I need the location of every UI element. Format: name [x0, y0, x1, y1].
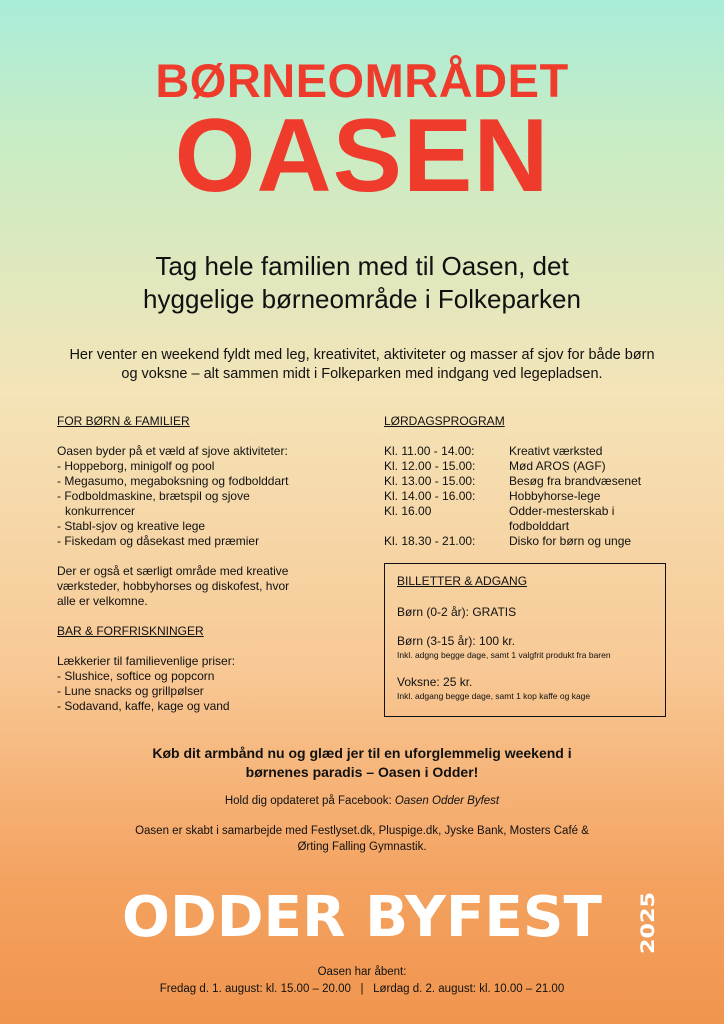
main-title-oasen: OASEN	[174, 98, 550, 214]
tickets-free: Børn (0-2 år): GRATIS	[397, 605, 517, 619]
list-item: - Megasumo, megaboksning og fodbolddart	[57, 474, 327, 489]
program-time: Kl. 12.00 - 15.00:	[384, 459, 476, 473]
program-activity: Disko for børn og unge	[509, 534, 632, 548]
call-to-action	[0, 744, 724, 782]
left-column	[57, 414, 327, 714]
tickets-kids: Børn (3-15 år): 100 kr.	[397, 634, 516, 648]
bar-list	[57, 669, 327, 714]
bar-heading: BAR & FORFRISKNINGER	[57, 624, 204, 638]
program-time: Kl. 18.30 - 21.00:	[384, 534, 476, 548]
intro-text: Her venter en weekend fyldt med leg, kreativitet, aktiviteter og masser af sjov for både børn og voksne – alt sammen midt i Folkeparken med indgang ved legepladsen.	[69, 347, 655, 382]
brand-year: 2025	[637, 901, 659, 954]
program-time: Kl. 11.00 - 14.00:	[384, 444, 475, 458]
odder-byfest-logo	[0, 878, 724, 958]
program-row	[384, 444, 674, 459]
program-activity: Mød AROS (AGF)	[509, 459, 606, 473]
cta-line-1: Køb dit armbånd nu og glæd jer til en uforglemmelig weekend i	[152, 745, 572, 761]
program-activity: Kreativt værksted	[509, 444, 603, 458]
program-row	[384, 504, 674, 534]
bar-lead: Lækkerier til familievenlige priser:	[57, 654, 236, 668]
tickets-adults-note: Inkl. adgang begge dage, samt 1 kop kaffe og kage	[397, 691, 591, 701]
tickets-kids-note: Inkl. adgng begge dage, samt 1 valgfrit produkt fra baren	[397, 650, 611, 660]
list-item: - Fiskedam og dåsekast med præmier	[57, 534, 327, 549]
program-activity: Besøg fra brandvæsenet	[509, 474, 642, 488]
list-item: - Sodavand, kaffe, kage og vand	[57, 699, 327, 714]
partners-text: Oasen er skabt i samarbejde med Festlyset.dk, Pluspige.dk, Jyske Bank, Mosters Café & Ørting Falling Gymnastik.	[135, 825, 589, 853]
list-item: - Hoppeborg, minigolf og pool	[57, 459, 327, 474]
tickets-heading: BILLETTER & ADGANG	[397, 574, 528, 588]
program-row	[384, 459, 674, 474]
list-item: - Lune snacks og grillpølser	[57, 684, 327, 699]
facebook-page-name: Oasen Odder Byfest	[394, 795, 500, 807]
program-table	[384, 444, 674, 549]
headline-line-2: hyggelige børneområde i Folkeparken	[143, 284, 581, 314]
opening-label: Oasen har åbent:	[317, 966, 407, 978]
brand-name: ODDER BYFEST	[122, 885, 602, 950]
program-time: Kl. 14.00 - 16.00:	[384, 489, 476, 503]
list-item: - Fodboldmaskine, brætspil og sjove konkurrencer	[57, 489, 295, 519]
headline	[0, 250, 724, 316]
families-lead: Oasen byder på et væld af sjove aktiviteter:	[57, 444, 288, 458]
right-column	[384, 414, 674, 549]
program-row	[384, 534, 674, 549]
subtitle-borneomraadet: BØRNEOMRÅDET	[155, 54, 569, 107]
cta-line-2: børnenes paradis – Oasen i Odder!	[245, 764, 479, 780]
program-row	[384, 489, 674, 504]
families-list	[57, 459, 327, 549]
program-time: Kl. 13.00 - 15.00:	[384, 474, 476, 488]
tickets-adults: Voksne: 25 kr.	[397, 675, 473, 689]
headline-line-1: Tag hele familien med til Oasen, det	[155, 251, 569, 281]
list-item: - Stabl-sjov og kreative lege	[57, 519, 327, 534]
tickets-box	[384, 563, 666, 717]
program-row	[384, 474, 674, 489]
opening-times: Fredag d. 1. august: kl. 15.00 – 20.00 | Lørdag d. 2. august: kl. 10.00 – 21.00	[159, 983, 565, 995]
facebook-prefix: Hold dig opdateret på Facebook:	[224, 795, 395, 807]
program-time: Kl. 16.00	[384, 504, 432, 518]
program-heading: LØRDAGSPROGRAM	[384, 414, 505, 428]
program-activity: Hobbyhorse-lege	[509, 489, 601, 503]
families-heading: FOR BØRN & FAMILIER	[57, 414, 190, 428]
facebook-line	[0, 794, 724, 809]
list-item: - Slushice, softice og popcorn	[57, 669, 327, 684]
program-activity: Odder-mesterskab i fodbolddart	[509, 504, 615, 533]
families-note: Der er også et særligt område med kreative værksteder, hobbyhorses og diskofest, hvor alle er velkomne.	[57, 564, 290, 608]
